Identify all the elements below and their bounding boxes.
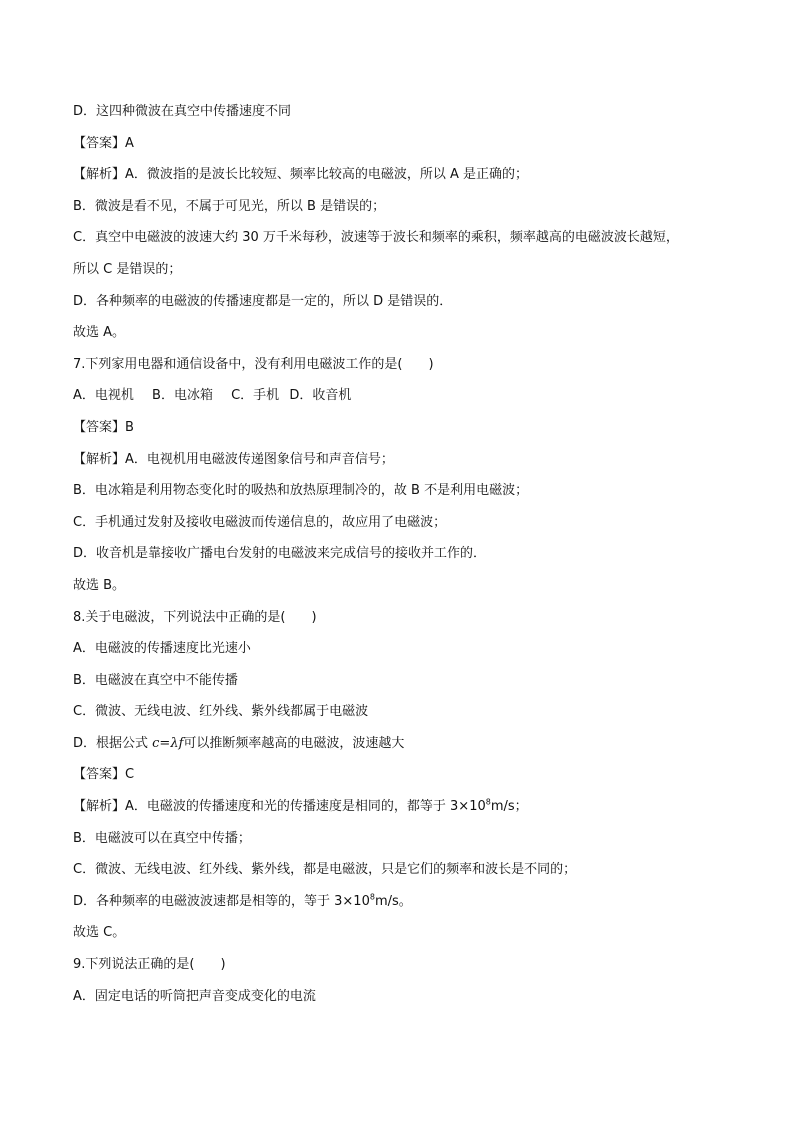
q7-options	[73, 380, 733, 412]
q8-analysis-d	[73, 886, 733, 918]
q6-analysis-d: D．各种频率的电磁波的传播速度都是一定的，所以 D 是错误的．	[73, 293, 453, 309]
exponent: 8	[369, 892, 375, 902]
q6-answer: 【答案】A	[73, 135, 134, 151]
q6-analysis-c: C．真空中电磁波的波速大约 30 万千米每秒，波速等于波长和频率的乘积，频率越高的电磁波波长越短，	[73, 230, 679, 246]
q9-option-a: A．固定电话的听筒把声音变成变化的电流	[73, 988, 316, 1004]
q8-analysis-a-post: m/s；	[490, 799, 528, 815]
q7-analysis-c: C．手机通过发射及接收电磁波而传递信息的，故应用了电磁波；	[73, 514, 447, 530]
q8-stem: 8.关于电磁波，下列说法中正确的是( )	[73, 609, 317, 625]
q8-analysis-d-pre: D．各种频率的电磁波波速都是相等的，等于 3×10	[73, 893, 370, 909]
q8-option-b: B．电磁波在真空中不能传播	[73, 672, 238, 688]
q7-option-b: B．电冰箱	[152, 388, 213, 404]
q8-option-d-pre: D．根据公式	[73, 735, 153, 751]
q6-conclusion: 故选 A。	[73, 325, 126, 341]
q7-conclusion: 故选 B。	[73, 577, 126, 593]
q7-answer: 【答案】B	[73, 419, 134, 435]
q7-option-d: D．收音机	[289, 388, 352, 404]
q6-analysis-c-cont: 所以 C 是错误的；	[73, 261, 182, 277]
q7-analysis-b: B．电冰箱是利用物态变化时的吸热和放热原理制冷的，故 B 不是利用电磁波；	[73, 483, 529, 499]
q8-analysis-a-pre: 【解析】A．电磁波的传播速度和光的传播速度是相同的，都等于 3×10	[73, 799, 486, 815]
q7-option-c: C．手机	[231, 388, 280, 404]
q6-analysis-a: 【解析】A．微波指的是波长比较短、频率比较高的电磁波，所以 A 是正确的；	[73, 167, 529, 183]
q6-analysis-b: B．微波是看不见，不属于可见光，所以 B 是错误的；	[73, 198, 386, 214]
q8-answer: 【答案】C	[73, 767, 135, 783]
q8-analysis-d-post: m/s。	[374, 893, 412, 909]
q8-option-d	[73, 728, 733, 760]
q6-option-d: D．这四种微波在真空中传播速度不同	[73, 104, 292, 119]
q8-option-c: C．微波、无线电波、红外线、紫外线都属于电磁波	[73, 704, 369, 720]
q8-conclusion: 故选 C。	[73, 925, 126, 941]
q7-analysis-a: 【解析】A．电视机用电磁波传递图象信号和声音信号；	[73, 451, 394, 467]
q8-option-d-post: 可以推断频率越高的电磁波，波速越大	[183, 735, 405, 751]
exponent: 8	[485, 797, 491, 807]
q8-analysis-c: C．微波、无线电波、红外线、紫外线，都是电磁波，只是它们的频率和波长是不同的；	[73, 862, 577, 878]
q8-option-a: A．电磁波的传播速度比光速小	[73, 641, 251, 657]
q7-option-a: A．电视机	[73, 388, 134, 404]
q9-stem: 9.下列说法正确的是( )	[73, 957, 226, 973]
formula: c=λf	[152, 735, 184, 751]
q7-stem: 7.下列家用电器和通信设备中，没有利用电磁波工作的是( )	[73, 356, 434, 372]
q7-analysis-d: D．收音机是靠接收广播电台发射的电磁波来完成信号的接收并工作的．	[73, 546, 487, 562]
document-page	[73, 96, 733, 1012]
q8-analysis-b: B．电磁波可以在真空中传播；	[73, 830, 251, 846]
q8-analysis-a	[73, 791, 733, 823]
